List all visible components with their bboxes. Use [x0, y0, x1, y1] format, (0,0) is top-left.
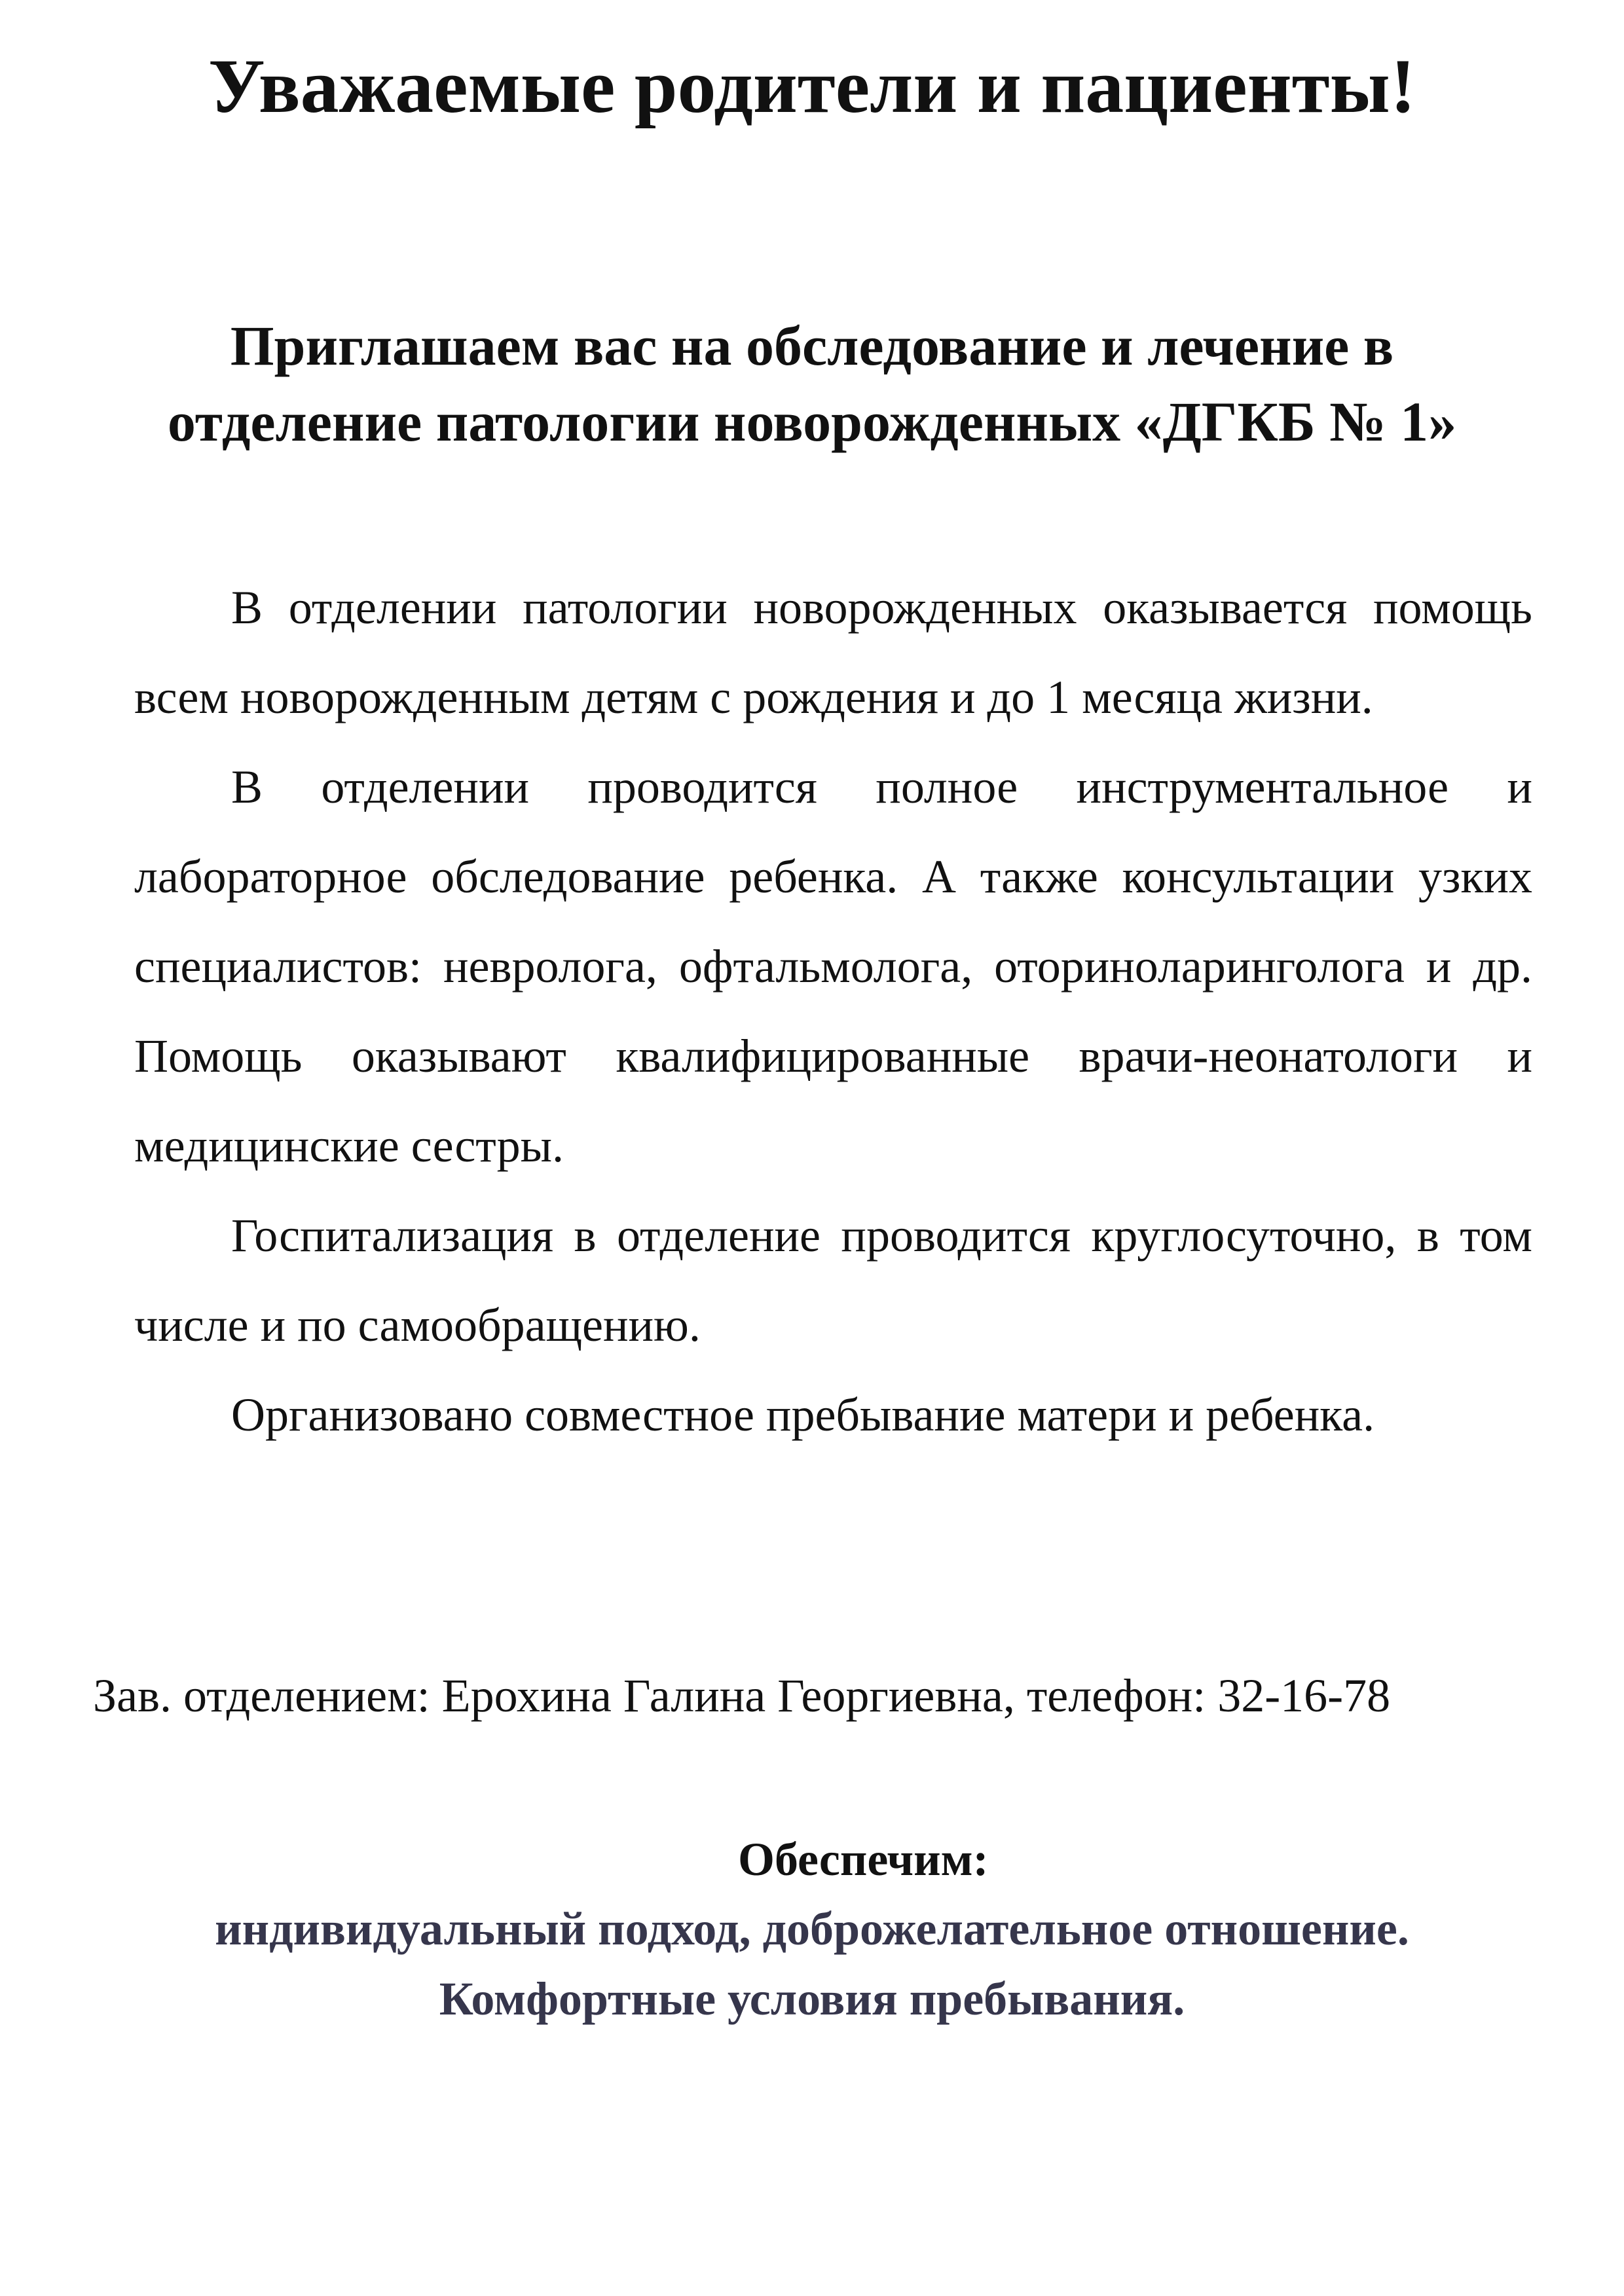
invitation-heading-line-2: отделение патологии новорожденных «ДГКБ № 1» — [167, 390, 1457, 453]
invitation-heading-line-1: Приглашаем вас на обследование и лечение в — [230, 314, 1394, 377]
provide-line-approach: индивидуальный подход, доброжелательное отношение. — [215, 1903, 1409, 1955]
paragraph-examination: В отделении проводится полное инструментальное и лабораторное обследование ребенка. А также консультации узких специалистов: невролога, офтальмолога, оториноларинголога и др. Помощь оказывают квалифицированные врачи-неонатологи и медицинские сестры. — [134, 761, 1532, 1172]
page-title: Уважаемые родители и пациенты! — [208, 43, 1416, 129]
paragraph-scope: В отделении патологии новорожденных оказывается помощь всем новорожденным детям с рождения и до 1 месяца жизни. — [134, 581, 1532, 723]
invitation-heading — [65, 308, 1559, 460]
paragraph-joint-stay: Организовано совместное пребывание матери и ребенка. — [231, 1389, 1375, 1441]
department-description — [134, 563, 1532, 1460]
provide-line-comfort: Комфортные условия пребывания. — [439, 1973, 1185, 2025]
department-head-contact: Зав. отделением: Ерохина Галина Георгиевна, телефон: 32-16-78 — [93, 1669, 1391, 1722]
provide-heading: Обеспечим: — [738, 1833, 989, 1886]
paragraph-hospitalization: Госпитализация в отделение проводится круглосуточно, в том числе и по самообращению. — [134, 1209, 1532, 1351]
